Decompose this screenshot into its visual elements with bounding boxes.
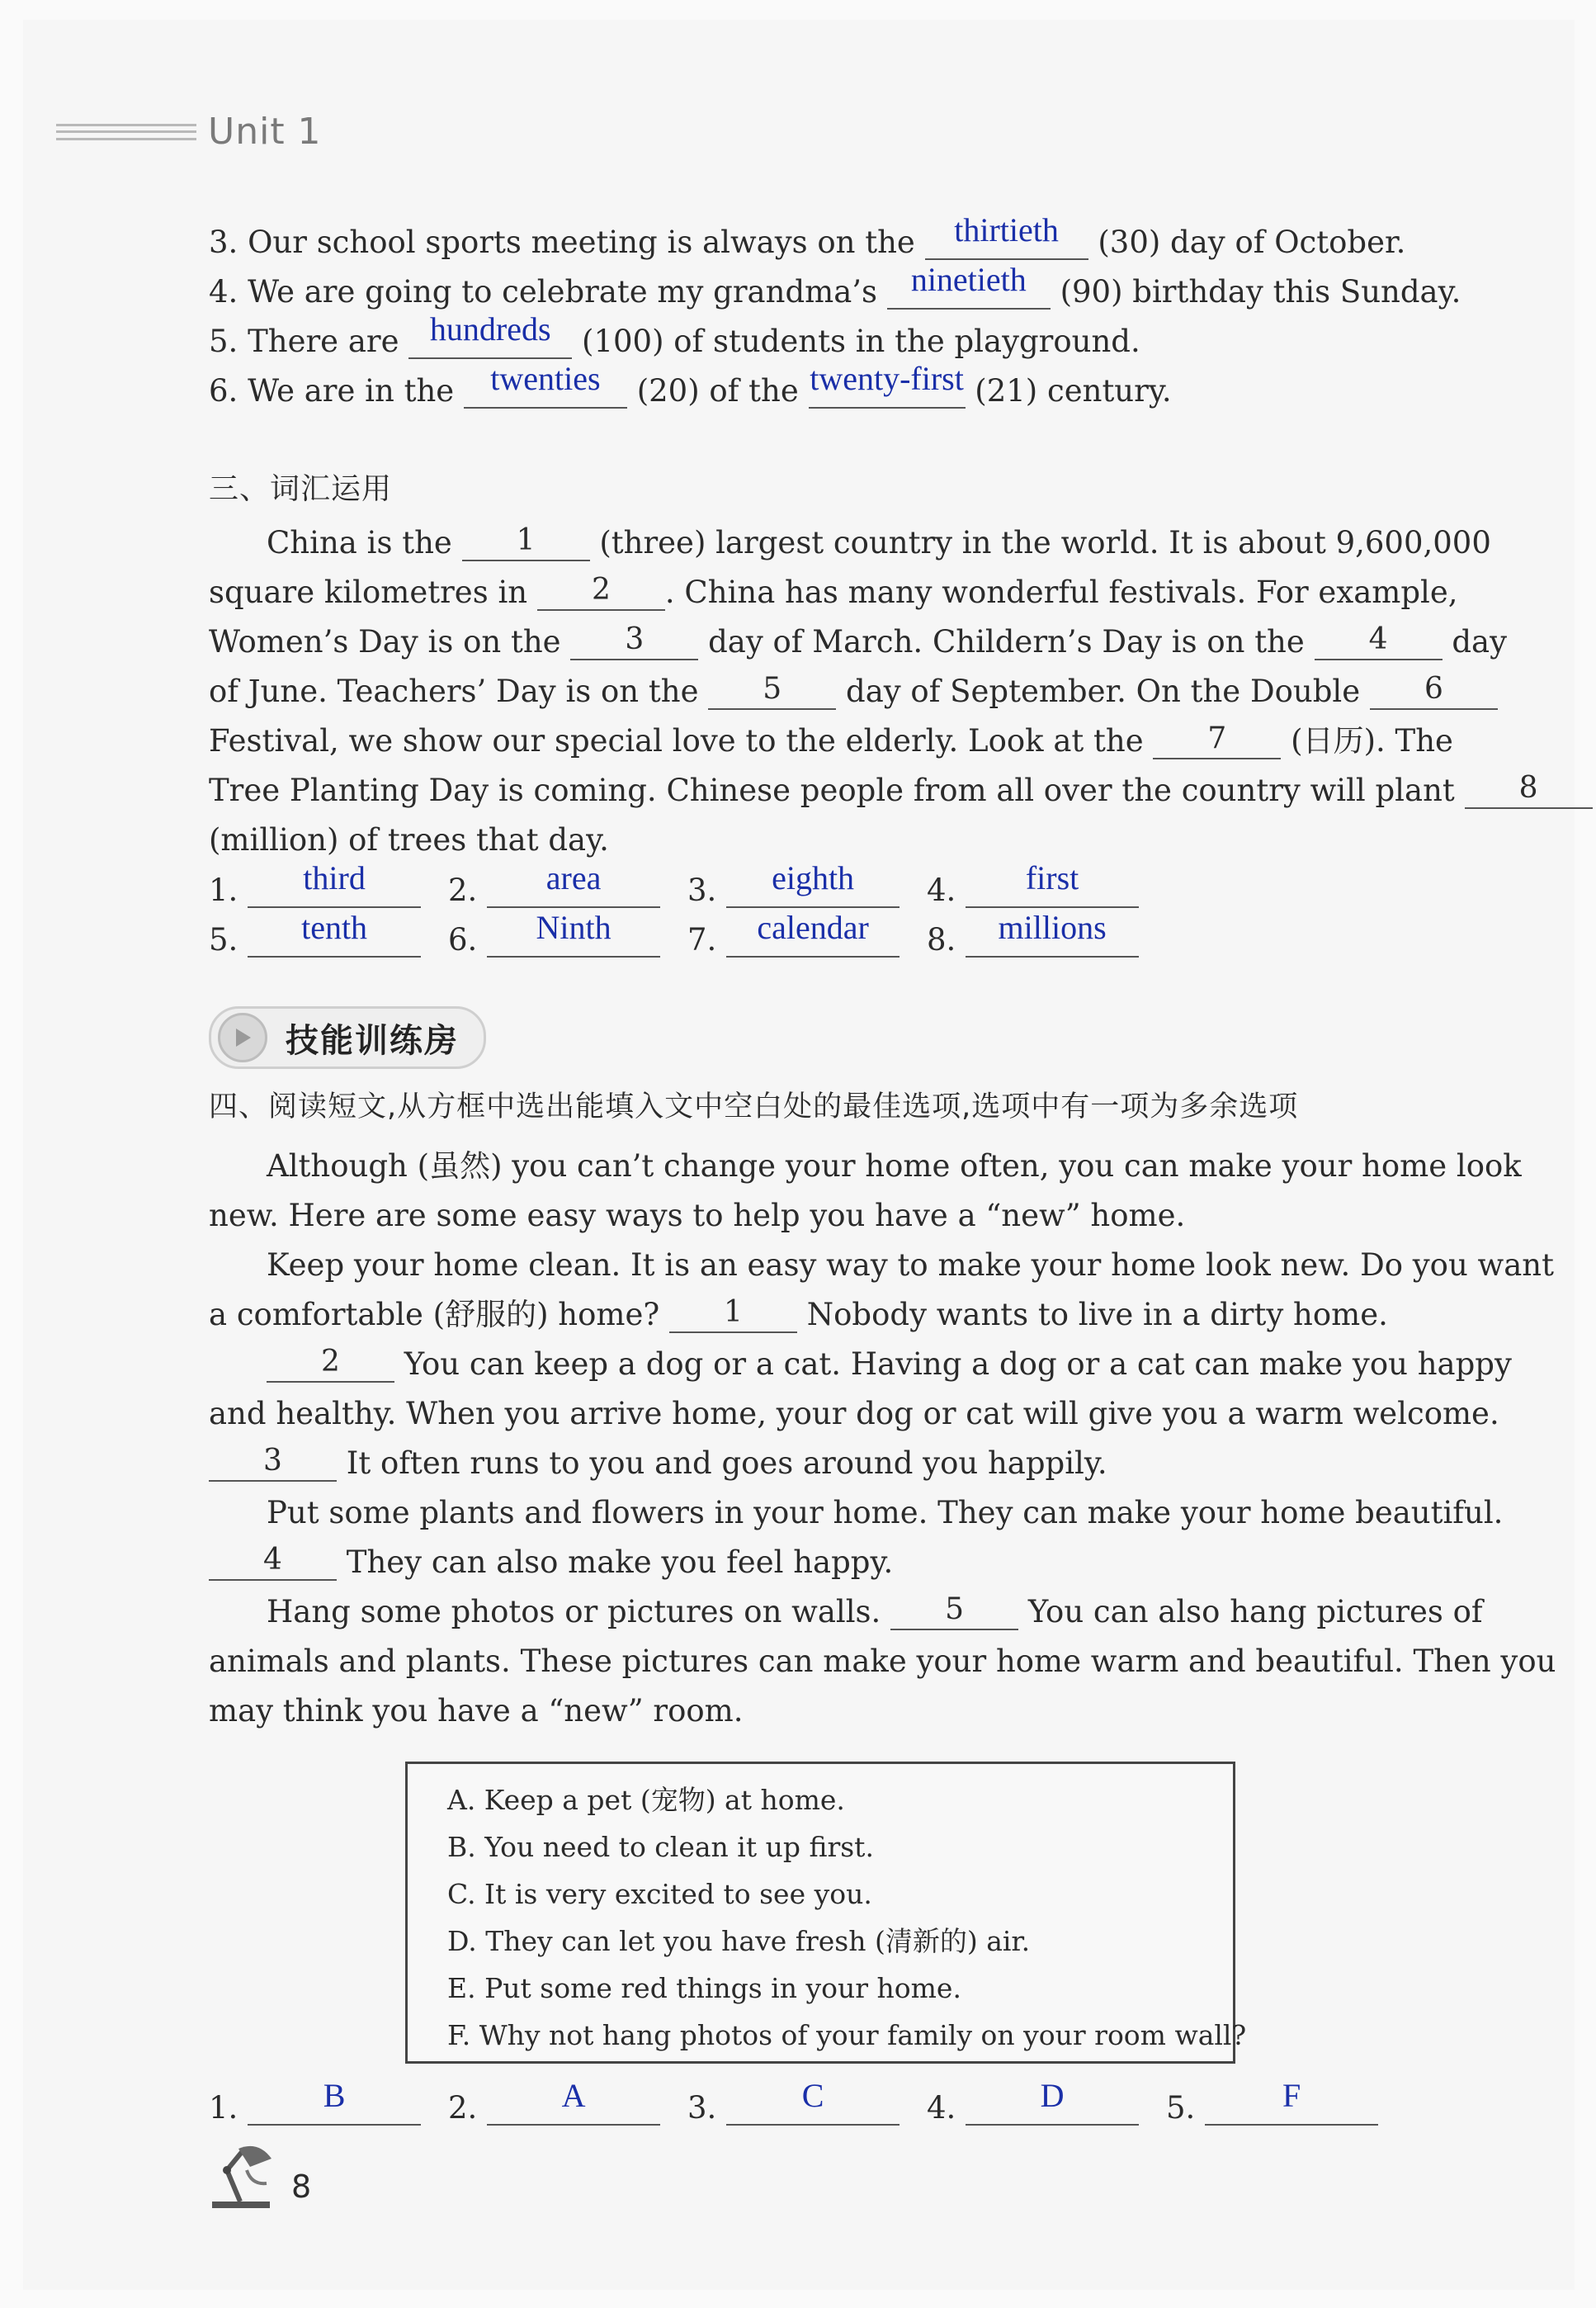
answer-blank: hundreds [408,321,572,359]
passage-line: animals and plants. These pictures can make your home warm and beautiful. Then you [209,1644,1556,1679]
header-decoration [56,124,196,140]
passage-line: may think you have a “new” room. [209,1693,744,1729]
play-icon [218,1013,267,1062]
option-b: B. You need to clean it up first. [447,1831,874,1863]
passage-line: China is the 1 (three) largest country in the world. It is about 9,600,000 [267,523,1491,560]
answer-row: 1. B 2. A 3. C 4. D 5. F [209,2088,1447,2137]
passage-line: a comfortable (舒服的) home? 1 Nobody wants to live in a dirty home. [209,1295,1388,1332]
answer-blank: ninetieth [887,272,1051,310]
unit-title: Unit 1 [208,111,322,153]
exercise-line: 6. We are in the twenties (20) of the twenty-first (21) century. [209,360,1172,409]
passage-line: 2 You can keep a dog or a cat. Having a dog or a cat can make you happy [267,1345,1512,1384]
page-number: 8 [291,2168,312,2205]
passage-line: Women’s Day is on the 3 day of March. Childern’s Day is on the 4 day [209,622,1507,660]
option-f: F. Why not hang photos of your family on your room wall? [447,2019,1247,2051]
passage-line: (million) of trees that day. [209,822,609,858]
passage-line: Although (虽然) you can’t change your home often, you can make your home look [267,1148,1522,1184]
option-d: D. They can let you have fresh (清新的) air. [447,1925,1031,1957]
exercise-line: 5. There are hundreds (100) of students in the playground. [209,310,1140,359]
exercise-line: 3. Our school sports meeting is always on the thirtieth (30) day of October. [209,211,1406,260]
passage-line: and healthy. When you arrive home, your dog or cat will give you a warm welcome. [209,1396,1499,1431]
answer-blank: thirtieth [925,222,1088,260]
answer-blank: twenties [464,371,627,409]
passage-line: Keep your home clean. It is an easy way to make your home look new. Do you want [267,1247,1554,1283]
passage-line: 4 They can also make you feel happy. [209,1543,893,1582]
section-title: 四、阅读短文,从方框中选出能填入文中空白处的最佳选项,选项中有一项为多余选项 [209,1090,1299,1123]
page-header [56,111,322,153]
answer-blank: twenty-first [809,371,966,409]
passage-line: Festival, we show our special love to the elderly. Look at the 7 (日历). The [209,721,1453,759]
lamp-icon [209,2137,283,2211]
passage-line: Put some plants and flowers in your home. They can make your home beautiful. [267,1495,1504,1530]
passage-line: 3 It often runs to you and goes around you happily. [209,1444,1107,1483]
option-c: C. It is very excited to see you. [447,1878,872,1910]
passage-line: of June. Teachers’ Day is on the 5 day of September. On the Double 6 [209,672,1498,712]
option-e: E. Put some red things in your home. [447,1972,961,2004]
skills-label: 技能训练房 [286,1021,459,1060]
skills-banner [209,1006,486,1069]
answer-row: 5. tenth 6. Ninth 7. calendar 8. millions [209,920,1364,969]
page-footer [209,2137,311,2211]
options-box [405,1762,1247,2064]
passage-line: square kilometres in 2 . China has many wonderful festivals. For example, [209,573,1458,610]
passage-line: Tree Planting Day is coming. Chinese people from all over the country will plant 8 [209,771,1593,811]
answer-row: 1. third 2. area 3. eighth 4. first [209,870,1364,920]
option-a: A. Keep a pet (宠物) at home. [447,1784,845,1816]
section-title: 三、词汇运用 [209,472,393,506]
exercise-line: 4. We are going to celebrate my grandma’s ninetieth (90) birthday this Sunday. [209,261,1461,310]
passage-line: Hang some photos or pictures on walls. 5 You can also hang pictures of [267,1592,1483,1629]
passage-line: new. Here are some easy ways to help you have a “new” home. [209,1198,1186,1233]
workbook-page [23,20,1575,2290]
